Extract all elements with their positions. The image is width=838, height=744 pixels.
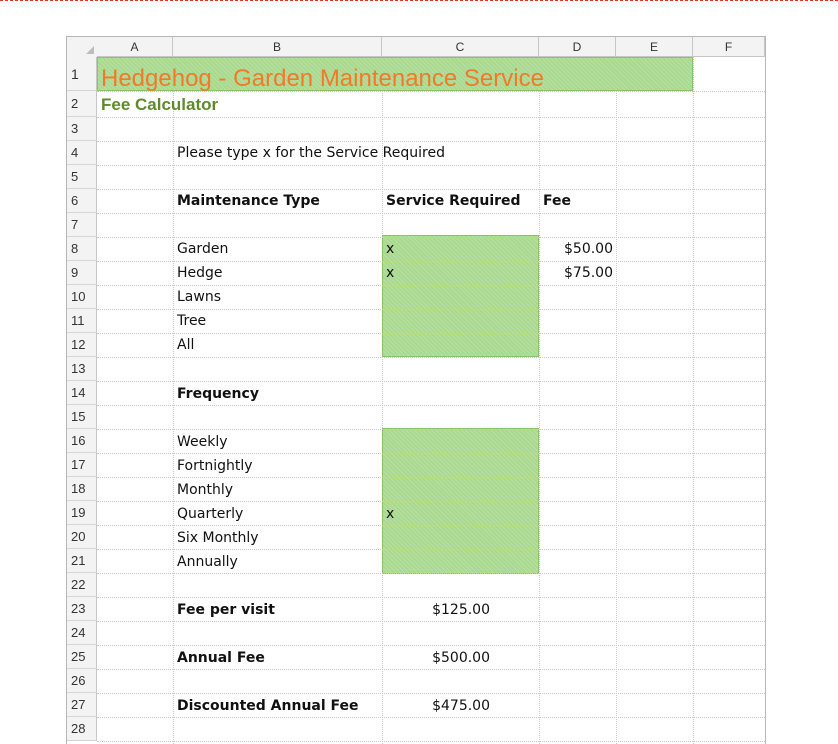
maintenance-label-lawns: Lawns (177, 289, 221, 305)
gridline (97, 165, 765, 166)
fee-per-visit-label: Fee per visit (177, 602, 275, 618)
gridline (97, 477, 765, 478)
row-header[interactable]: 17 (67, 453, 97, 477)
row-header[interactable]: 8 (67, 237, 97, 261)
fee-hedge: $75.00 (564, 265, 613, 281)
fee-per-visit-value: $125.00 (432, 602, 490, 618)
discounted-annual-fee-value: $475.00 (432, 698, 490, 714)
gridline (97, 717, 765, 718)
row-header[interactable]: 4 (67, 141, 97, 165)
frequency-header: Frequency (177, 386, 259, 402)
column-header-f[interactable]: F (693, 37, 765, 57)
maintenance-label-hedge: Hedge (177, 265, 223, 281)
sheet-subtitle: Fee Calculator (101, 95, 219, 114)
gridline (97, 309, 765, 310)
row-header[interactable]: 7 (67, 213, 97, 237)
gridline (97, 501, 765, 502)
gridline (97, 117, 765, 118)
gridline (97, 693, 765, 694)
gridline (97, 525, 765, 526)
column-header-b[interactable]: B (173, 37, 382, 57)
row-header[interactable]: 24 (67, 621, 97, 645)
annual-fee-label: Annual Fee (177, 650, 265, 666)
maintenance-type-header: Maintenance Type (177, 193, 320, 209)
row-header[interactable]: 13 (67, 357, 97, 381)
gridline (97, 285, 765, 286)
row-header[interactable]: 3 (67, 117, 97, 141)
gridline (97, 453, 765, 454)
fee-garden: $50.00 (564, 241, 613, 257)
row-header[interactable]: 9 (67, 261, 97, 285)
service-input-range[interactable] (382, 235, 539, 357)
row-header[interactable]: 15 (67, 405, 97, 429)
maintenance-label-garden: Garden (177, 241, 229, 257)
service-required-garden[interactable]: x (386, 241, 395, 257)
service-required-header: Service Required (386, 193, 521, 209)
row-header[interactable]: 22 (67, 573, 97, 597)
frequency-label-weekly: Weekly (177, 434, 228, 450)
page-top-border (0, 0, 838, 1)
row-header[interactable]: 16 (67, 429, 97, 453)
maintenance-label-all: All (177, 337, 195, 353)
frequency-label-six-monthly: Six Monthly (177, 530, 259, 546)
gridline (97, 213, 765, 214)
column-header-c[interactable]: C (382, 37, 539, 57)
gridline (97, 261, 765, 262)
instruction-text: Please type x for the Service Required (177, 145, 445, 161)
gridline (173, 57, 174, 744)
row-header[interactable]: 10 (67, 285, 97, 309)
gridline (97, 237, 765, 238)
gridline (97, 189, 765, 190)
row-header[interactable]: 12 (67, 333, 97, 357)
column-header-e[interactable]: E (616, 37, 693, 57)
frequency-label-quarterly: Quarterly (177, 506, 244, 522)
frequency-label-monthly: Monthly (177, 482, 234, 498)
row-header[interactable]: 27 (67, 693, 97, 717)
gridline (616, 57, 617, 744)
annual-fee-value: $500.00 (432, 650, 490, 666)
fee-header: Fee (543, 193, 571, 209)
gridline (97, 573, 765, 574)
gridline (97, 141, 765, 142)
gridline (97, 621, 765, 622)
select-all-corner[interactable] (67, 37, 98, 58)
gridline (97, 549, 765, 550)
frequency-required-quarterly[interactable]: x (386, 506, 395, 522)
sheet-title: Hedgehog - Garden Maintenance Service (101, 65, 544, 92)
gridline (97, 405, 765, 406)
gridline (539, 57, 540, 744)
row-header[interactable]: 14 (67, 381, 97, 405)
maintenance-label-tree: Tree (177, 313, 207, 329)
column-header-a[interactable]: A (97, 37, 173, 57)
discounted-annual-fee-label: Discounted Annual Fee (177, 698, 359, 714)
gridline (693, 57, 694, 744)
service-required-hedge[interactable]: x (386, 265, 395, 281)
gridline (97, 357, 765, 358)
row-header[interactable]: 1 (67, 57, 97, 91)
select-all-triangle-icon (86, 46, 94, 54)
row-header[interactable]: 18 (67, 477, 97, 501)
row-header[interactable]: 5 (67, 165, 97, 189)
row-header[interactable]: 20 (67, 525, 97, 549)
gridline (97, 645, 765, 646)
row-header[interactable]: 23 (67, 597, 97, 621)
gridline (97, 429, 765, 430)
row-header[interactable]: 26 (67, 669, 97, 693)
spreadsheet-grid[interactable] (66, 36, 766, 744)
frequency-label-fortnightly: Fortnightly (177, 458, 253, 474)
row-header[interactable]: 11 (67, 309, 97, 333)
gridline (97, 333, 765, 334)
row-header[interactable]: 25 (67, 645, 97, 669)
row-header[interactable]: 6 (67, 189, 97, 213)
gridline (97, 669, 765, 670)
gridline (97, 741, 765, 742)
row-header[interactable]: 2 (67, 91, 97, 117)
gridline (97, 91, 765, 92)
frequency-label-annually: Annually (177, 554, 238, 570)
row-header[interactable]: 19 (67, 501, 97, 525)
gridline (97, 381, 765, 382)
row-header[interactable]: 28 (67, 717, 97, 741)
column-header-d[interactable]: D (539, 37, 616, 57)
row-header[interactable]: 21 (67, 549, 97, 573)
gridline (97, 597, 765, 598)
